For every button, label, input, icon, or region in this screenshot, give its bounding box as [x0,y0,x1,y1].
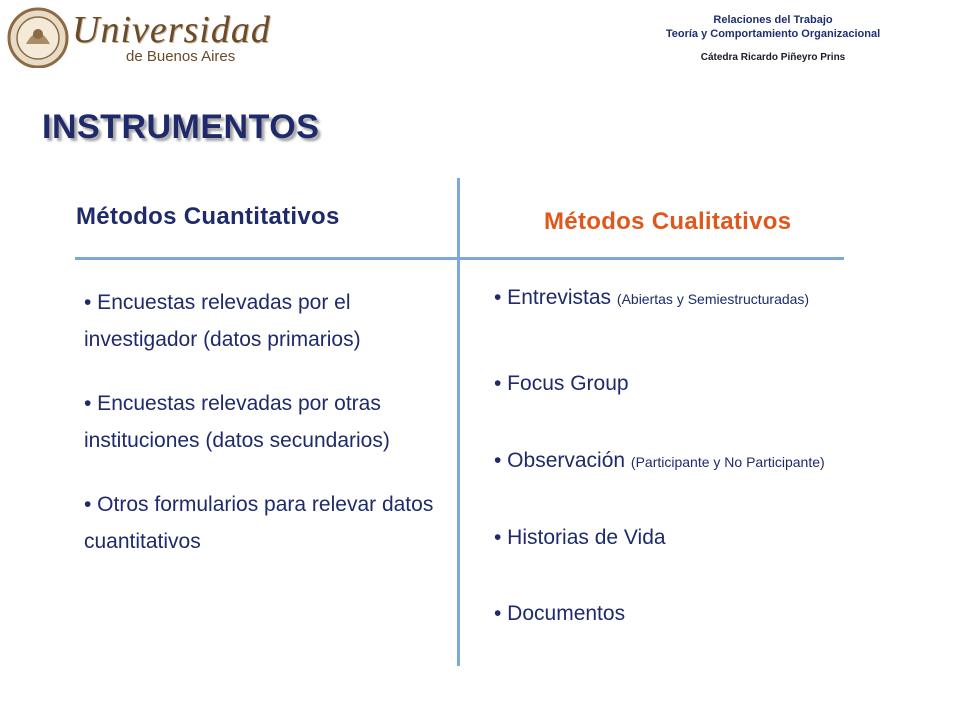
university-logo [6,4,271,72]
slide-title: INSTRUMENTOS [42,108,320,146]
logo-name: Universidad [72,9,271,51]
vertical-divider [457,178,460,666]
header-line-2: Teoría y Comportamiento Organizacional [665,28,881,40]
list-item: • Encuestas relevadas por el investigador (datos primarios) [84,291,361,351]
university-seal-icon [6,4,70,68]
quantitative-list [84,284,454,587]
quantitative-heading: Métodos Cuantitativos [76,203,340,230]
item-main: • Historias de Vida [494,526,666,549]
list-item [494,526,666,550]
list-item [494,372,629,396]
list-item [494,286,809,310]
logo-subname: de Buenos Aires [126,48,236,65]
header-line-3: Cátedra Ricardo Piñeyro Prins [700,52,846,63]
item-note: (Abiertas y Semiestructuradas) [616,291,810,307]
list-item [494,602,625,626]
course-header [623,14,923,64]
item-main: • Documentos [494,602,626,625]
list-item: • Otros formularios para relevar datos cuantitativos [84,493,434,553]
list-item: • Encuestas relevadas por otras instituciones (datos secundarios) [84,392,390,452]
item-main: • Focus Group [494,372,629,395]
horizontal-divider [75,257,844,260]
list-item [494,449,825,473]
qualitative-heading: Métodos Cualitativos [544,208,792,235]
item-main: • Entrevistas [494,286,612,309]
header-line-1: Relaciones del Trabajo [713,14,833,26]
item-note: (Participante y No Participante) [630,454,825,470]
item-main: • Observación [494,449,626,472]
